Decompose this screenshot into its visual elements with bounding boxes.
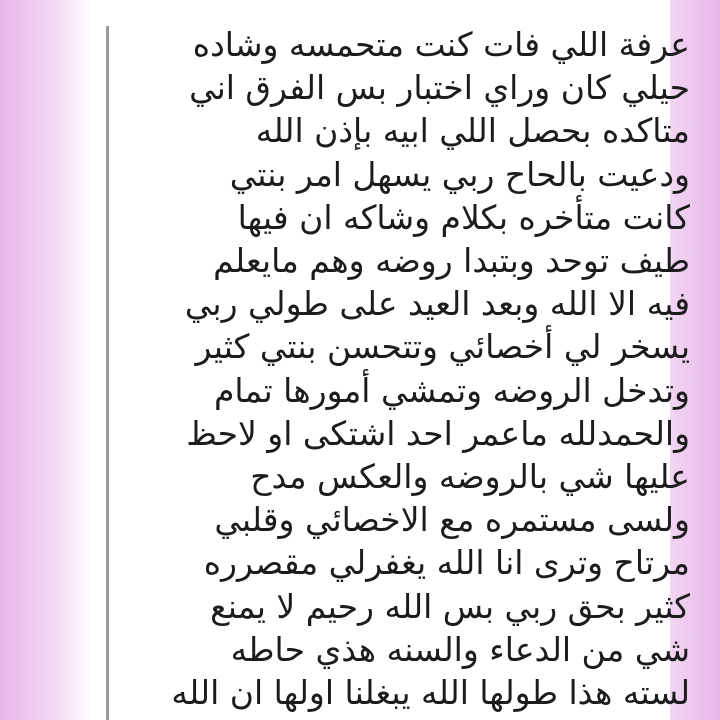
text-line-1: عرفة اللي فات كنت متحمسه وشاده xyxy=(192,25,690,64)
text-line-5: كانت متأخره بكلام وشاكه ان فيها xyxy=(237,197,690,237)
text-line-16: لسته هذا طولها الله يبغلنا اولها ان الله xyxy=(171,673,690,713)
text-line-15: شي من الدعاء والسنه هذي حاطه xyxy=(230,629,690,669)
text-line-13: مرتاح وترى انا الله يغفرلي مقصرره xyxy=(203,543,690,583)
text-line-8: يسخر لي أخصائي وتتحسن بنتي كثير xyxy=(195,327,690,367)
text-line-2: حيلي كان وراي اختبار بس الفرق اني xyxy=(189,68,690,108)
arabic-post-text xyxy=(120,23,690,720)
text-line-6: طيف توحد وبتبدا روضه وهم مايعلم xyxy=(213,241,690,281)
text-line-14: كثير بحق ربي بس الله رحيم لا يمنع xyxy=(210,586,690,626)
text-line-11: عليها شي بالروضه والعكس مدح xyxy=(250,457,690,497)
text-line-12: ولسى مستمره مع الاخصائي وقلبي xyxy=(214,500,690,540)
text-line-10: والحمدلله ماعمر احد اشتكى او لاحظ xyxy=(186,413,690,453)
text-line-4: ودعيت بالحاح ربي يسهل امر بنتي xyxy=(229,154,690,194)
text-line-7: فيه الا الله وبعد العيد على طولي ربي xyxy=(184,284,690,324)
text-line-9: وتدخل الروضه وتمشي أمورها تمام xyxy=(213,370,690,410)
text-line-3: متاكده بحصل اللي ابيه بإذن الله xyxy=(255,111,690,151)
quote-divider xyxy=(106,26,109,720)
